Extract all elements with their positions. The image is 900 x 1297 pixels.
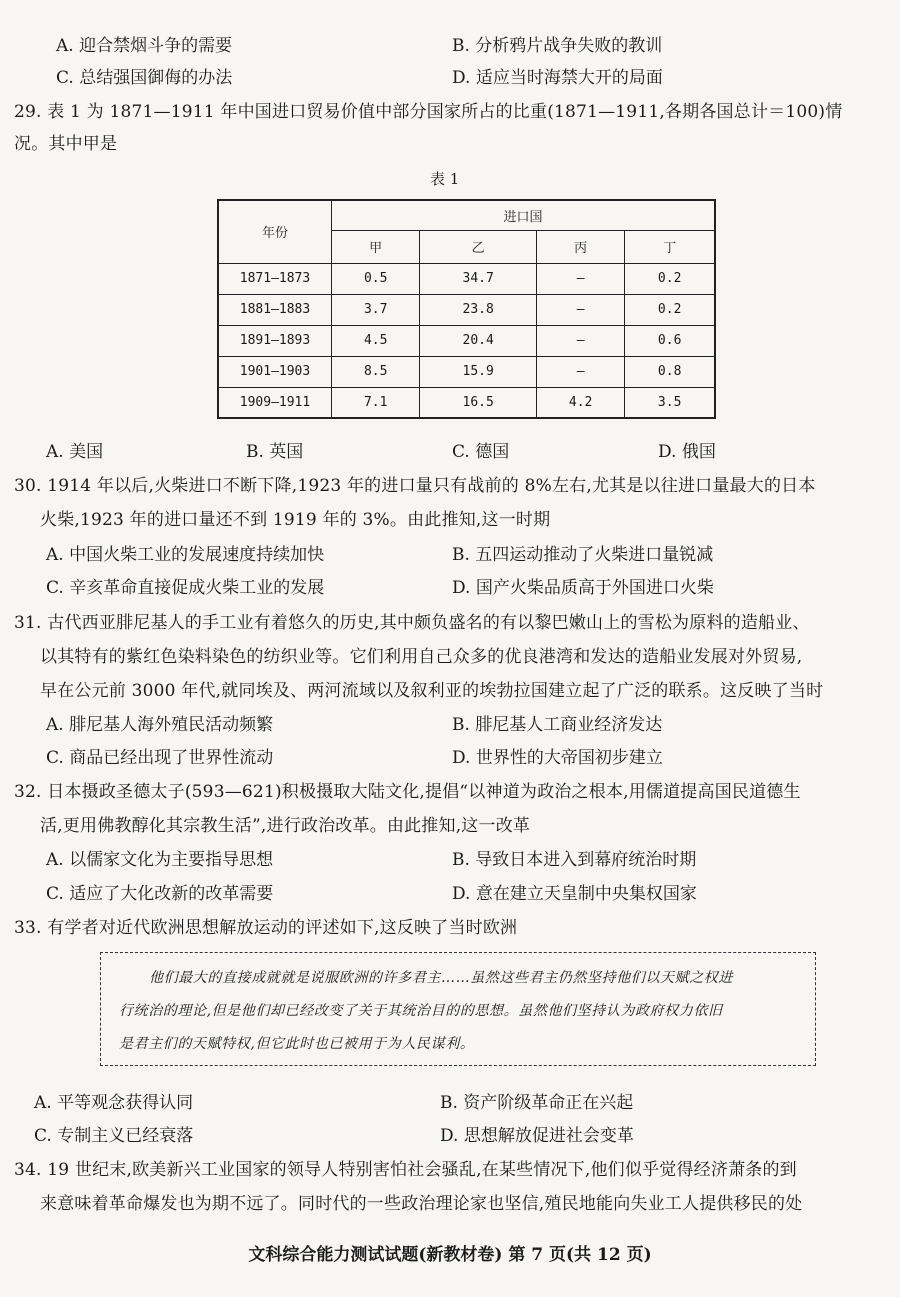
- q28-option-a[interactable]: A. 迎合禁烟斗争的需要: [56, 36, 233, 56]
- table-row: [218, 387, 715, 418]
- cell-yi: 34.7: [420, 263, 537, 294]
- q32-stem-line1: 32. 日本摄政圣德太子(593—621)积极摄取大陆文化,提倡“以神道为政治之根本,用儒道提高国民道德生: [14, 782, 801, 802]
- cell-jia: 8.5: [332, 356, 420, 387]
- cell-yi: 20.4: [420, 325, 537, 356]
- q29-stem-line1: 29. 表 1 为 1871—1911 年中国进口贸易价值中部分国家所占的比重(1871—1911,各期各国总计＝100)情: [14, 102, 843, 122]
- cell-jia: 3.7: [332, 294, 420, 325]
- header-country-bing: 丙: [536, 230, 624, 263]
- table-row: [218, 294, 715, 325]
- table-title: 表 1: [430, 170, 460, 188]
- row-year: 1891—1893: [218, 325, 332, 356]
- q31-stem-line2: 以其特有的紫红色染料染色的纺织业等。它们利用自己众多的优良港湾和发达的造船业发展对外贸易,: [40, 647, 803, 667]
- q34-stem-line1: 34. 19 世纪末,欧美新兴工业国家的领导人特别害怕社会骚乱,在某些情况下,他们似乎觉得经济萧条的到: [14, 1160, 797, 1180]
- q29-option-b[interactable]: B. 英国: [246, 442, 304, 462]
- cell-jia: 4.5: [332, 325, 420, 356]
- cell-bing: —: [536, 325, 624, 356]
- q33-option-c[interactable]: C. 专制主义已经衰落: [34, 1126, 194, 1146]
- q33-option-b[interactable]: B. 资产阶级革命正在兴起: [440, 1093, 634, 1113]
- cell-bing: —: [536, 356, 624, 387]
- q31-option-a[interactable]: A. 腓尼基人海外殖民活动频繁: [46, 715, 274, 735]
- q31-stem-line3: 早在公元前 3000 年代,就同埃及、两河流域以及叙利亚的埃勃拉国建立起了广泛的联系。这反映了当时: [40, 681, 824, 701]
- cell-yi: 23.8: [420, 294, 537, 325]
- quote-line: 他们最大的直接成就就是说服欧洲的许多君主……虽然这些君主仍然坚持他们以天赋之权进: [149, 970, 733, 986]
- q28-option-d[interactable]: D. 适应当时海禁大开的局面: [452, 68, 663, 88]
- cell-ding: 0.2: [625, 263, 715, 294]
- table-row: [218, 325, 715, 356]
- header-year: 年份: [218, 200, 332, 263]
- quote-line: 是君主们的天赋特权,但它此时也已被用于为人民谋利。: [119, 1036, 475, 1052]
- q28-option-c[interactable]: C. 总结强国御侮的办法: [56, 68, 233, 88]
- quote-box: [100, 952, 816, 1066]
- q31-option-d[interactable]: D. 世界性的大帝国初步建立: [452, 748, 663, 768]
- q32-option-b[interactable]: B. 导致日本进入到幕府统治时期: [452, 850, 697, 870]
- header-country-yi: 乙: [420, 230, 537, 263]
- q29-stem-line2: 况。其中甲是: [14, 134, 118, 154]
- cell-yi: 15.9: [420, 356, 537, 387]
- row-year: 1871—1873: [218, 263, 332, 294]
- cell-yi: 16.5: [420, 387, 537, 418]
- header-country-ding: 丁: [625, 230, 715, 263]
- q31-option-b[interactable]: B. 腓尼基人工商业经济发达: [452, 715, 663, 735]
- quote-line: 行统治的理论,但是他们却已经改变了关于其统治目的的思想。虽然他们坚持认为政府权力依旧: [119, 1003, 723, 1019]
- q30-option-c[interactable]: C. 辛亥革命直接促成火柴工业的发展: [46, 578, 325, 598]
- table-row: [218, 263, 715, 294]
- q30-stem-line2: 火柴,1923 年的进口量还不到 1919 年的 3%。由此推知,这一时期: [40, 510, 551, 530]
- row-year: 1901—1903: [218, 356, 332, 387]
- q29-option-d[interactable]: D. 俄国: [658, 442, 716, 462]
- cell-ding: 3.5: [625, 387, 715, 418]
- cell-ding: 0.6: [625, 325, 715, 356]
- q30-stem-line1: 30. 1914 年以后,火柴进口不断下降,1923 年的进口量只有战前的 8%左右,尤其是以往进口量最大的日本: [14, 476, 816, 496]
- q32-option-c[interactable]: C. 适应了大化改新的改革需要: [46, 884, 274, 904]
- q31-stem-line1: 31. 古代西亚腓尼基人的手工业有着悠久的历史,其中颇负盛名的有以黎巴嫩山上的雪松为原料的造船业、: [14, 613, 810, 633]
- header-country-jia: 甲: [332, 230, 420, 263]
- cell-ding: 0.2: [625, 294, 715, 325]
- row-year: 1909—1911: [218, 387, 332, 418]
- q30-option-d[interactable]: D. 国产火柴品质高于外国进口火柴: [452, 578, 714, 598]
- q29-option-a[interactable]: A. 美国: [46, 442, 104, 462]
- cell-bing: —: [536, 263, 624, 294]
- q31-option-c[interactable]: C. 商品已经出现了世界性流动: [46, 748, 274, 768]
- cell-jia: 7.1: [332, 387, 420, 418]
- row-year: 1881—1883: [218, 294, 332, 325]
- cell-jia: 0.5: [332, 263, 420, 294]
- q32-option-a[interactable]: A. 以儒家文化为主要指导思想: [46, 850, 274, 870]
- q32-option-d[interactable]: D. 意在建立天皇制中央集权国家: [452, 884, 697, 904]
- table-row: [218, 356, 715, 387]
- q32-stem-line2: 活,更用佛教醇化其宗教生活”,进行政治改革。由此推知,这一改革: [40, 816, 531, 836]
- q33-option-a[interactable]: A. 平等观念获得认同: [34, 1093, 194, 1113]
- cell-bing: 4.2: [536, 387, 624, 418]
- q30-option-b[interactable]: B. 五四运动推动了火柴进口量锐减: [452, 545, 714, 565]
- cell-bing: —: [536, 294, 624, 325]
- q28-option-b[interactable]: B. 分析鸦片战争失败的教训: [452, 36, 663, 56]
- q30-option-a[interactable]: A. 中国火柴工业的发展速度持续加快: [46, 545, 325, 565]
- page-footer: 文科综合能力测试试题(新教材卷) 第 7 页(共 12 页): [248, 1245, 652, 1265]
- q29-option-c[interactable]: C. 德国: [452, 442, 510, 462]
- import-share-table: [217, 199, 716, 419]
- cell-ding: 0.8: [625, 356, 715, 387]
- q33-option-d[interactable]: D. 思想解放促进社会变革: [440, 1126, 634, 1146]
- q33-stem-line1: 33. 有学者对近代欧洲思想解放运动的评述如下,这反映了当时欧洲: [14, 918, 518, 938]
- q34-stem-line2: 来意味着革命爆发也为期不远了。同时代的一些政治理论家也坚信,殖民地能向失业工人提供移民的处: [40, 1194, 803, 1214]
- header-import-country: 进口国: [332, 200, 716, 230]
